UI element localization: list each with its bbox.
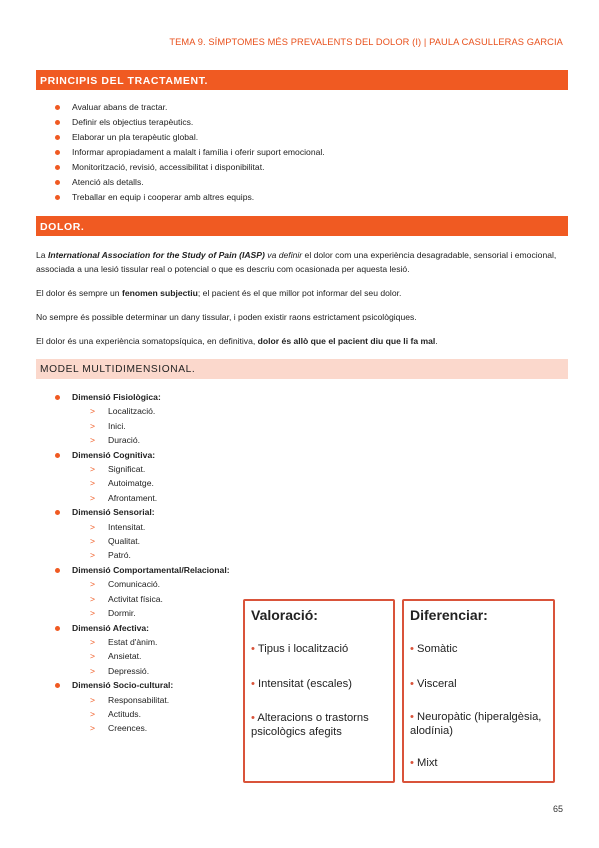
chevron-right-icon: > xyxy=(90,406,96,417)
diferenciar-item: • Visceral xyxy=(410,678,457,690)
list-item: > Estat d'ànim. xyxy=(52,635,230,649)
list-item: > Dormir. xyxy=(52,606,230,620)
chevron-right-icon: > xyxy=(90,723,96,734)
chevron-right-icon: > xyxy=(90,579,96,590)
diferenciar-item: • Mixt xyxy=(410,757,438,769)
section-heading-dolor: DOLOR. xyxy=(36,216,568,236)
list-item: > Autoimatge. xyxy=(52,476,230,490)
list-item: Treballar en equip i cooperar amb altres equips. xyxy=(52,190,325,205)
list-item: > Comunicació. xyxy=(52,577,230,591)
dimension-heading: Dimensió Afectiva: xyxy=(52,621,230,635)
running-header: TEMA 9. SÍMPTOMES MÉS PREVALENTS DEL DOLOR (I) | PAULA CASULLERAS GARCIA xyxy=(169,37,563,47)
dimension-heading: Dimensió Sensorial: xyxy=(52,505,230,519)
valoracio-item: • Alteracions o trastorns psicològics afegits xyxy=(251,712,369,738)
paragraph-tissue-damage: No sempre és possible determinar un dany tissular, i poden existir raons estrictament psicològiques. xyxy=(36,312,417,322)
valoracio-box xyxy=(243,599,395,783)
list-item: Avaluar abans de tractar. xyxy=(52,100,325,115)
bullet-icon xyxy=(55,453,60,458)
dimension-heading: Dimensió Socio-cultural: xyxy=(52,678,230,692)
list-item: > Actituds. xyxy=(52,707,230,721)
chevron-right-icon: > xyxy=(90,420,96,431)
principis-list xyxy=(52,100,325,205)
chevron-right-icon: > xyxy=(90,636,96,647)
diferenciar-item: • Neuropàtic (hiperalgèsia, alodínia) xyxy=(410,711,542,737)
chevron-right-icon: > xyxy=(90,694,96,705)
diferenciar-item: • Somàtic xyxy=(410,643,458,655)
bullet-icon xyxy=(55,195,60,200)
list-item: > Depressió. xyxy=(52,664,230,678)
section-heading-principis: PRINCIPIS DEL TRACTAMENT. xyxy=(36,70,568,90)
dimension-heading: Dimensió Fisiològica: xyxy=(52,390,230,404)
chevron-right-icon: > xyxy=(90,492,96,503)
bullet-icon xyxy=(55,135,60,140)
valoracio-item: • Intensitat (escales) xyxy=(251,678,352,690)
dimensions-list xyxy=(52,390,230,736)
list-item: > Afrontament. xyxy=(52,491,230,505)
list-item: > Duració. xyxy=(52,433,230,447)
chevron-right-icon: > xyxy=(90,708,96,719)
paragraph-iasp-definition: La International Association for the Study of Pain (IASP) va definir el dolor com una experiència desagradable, sensorial i emocional, associada a una lesió tissular real o potencial o que es descriu com ocasionada per aquesta lesió. xyxy=(36,250,557,274)
bullet-icon xyxy=(55,510,60,515)
bullet-icon xyxy=(55,150,60,155)
page-number: 65 xyxy=(552,804,563,814)
bullet-icon xyxy=(55,180,60,185)
chevron-right-icon: > xyxy=(90,435,96,446)
bullet-icon xyxy=(55,626,60,631)
valoracio-item: • Tipus i localització xyxy=(251,643,349,655)
list-item: Elaborar un pla terapèutic global. xyxy=(52,130,325,145)
list-item: > Activitat física. xyxy=(52,592,230,606)
list-item: Informar apropiadament a malalt i família i oferir suport emocional. xyxy=(52,145,325,160)
list-item: Monitorització, revisió, accessibilitat i disponibilitat. xyxy=(52,160,325,175)
list-item: > Responsabilitat. xyxy=(52,693,230,707)
valoracio-title: Valoració: xyxy=(251,607,318,623)
list-item: > Significat. xyxy=(52,462,230,476)
list-item: > Qualitat. xyxy=(52,534,230,548)
chevron-right-icon: > xyxy=(90,593,96,604)
bullet-icon xyxy=(55,683,60,688)
dimension-heading: Dimensió Cognitiva: xyxy=(52,448,230,462)
diferenciar-title: Diferenciar: xyxy=(410,607,488,623)
bullet-icon xyxy=(55,165,60,170)
paragraph-somatopsychic: El dolor és una experiència somatopsíquica, en definitiva, dolor és allò que el pacient diu que li fa mal. xyxy=(36,336,438,346)
list-item: > Intensitat. xyxy=(52,520,230,534)
paragraph-subjective: El dolor és sempre un fenomen subjectiu; el pacient és el que millor pot informar del seu dolor. xyxy=(36,288,402,298)
bullet-icon xyxy=(55,105,60,110)
bullet-icon xyxy=(55,120,60,125)
chevron-right-icon: > xyxy=(90,464,96,475)
list-item: > Patró. xyxy=(52,548,230,562)
diferenciar-box xyxy=(402,599,555,783)
list-item: > Inici. xyxy=(52,419,230,433)
bullet-icon xyxy=(55,395,60,400)
chevron-right-icon: > xyxy=(90,665,96,676)
chevron-right-icon: > xyxy=(90,550,96,561)
chevron-right-icon: > xyxy=(90,536,96,547)
chevron-right-icon: > xyxy=(90,608,96,619)
chevron-right-icon: > xyxy=(90,521,96,532)
chevron-right-icon: > xyxy=(90,651,96,662)
section-heading-model: MODEL MULTIDIMENSIONAL. xyxy=(36,359,568,379)
list-item: > Creences. xyxy=(52,721,230,735)
list-item: Atenció als detalls. xyxy=(52,175,325,190)
bullet-icon xyxy=(55,568,60,573)
list-item: Definir els objectius terapèutics. xyxy=(52,115,325,130)
dimension-heading: Dimensió Comportamental/Relacional: xyxy=(52,563,230,577)
list-item: > Localització. xyxy=(52,404,230,418)
list-item: > Ansietat. xyxy=(52,649,230,663)
chevron-right-icon: > xyxy=(90,478,96,489)
